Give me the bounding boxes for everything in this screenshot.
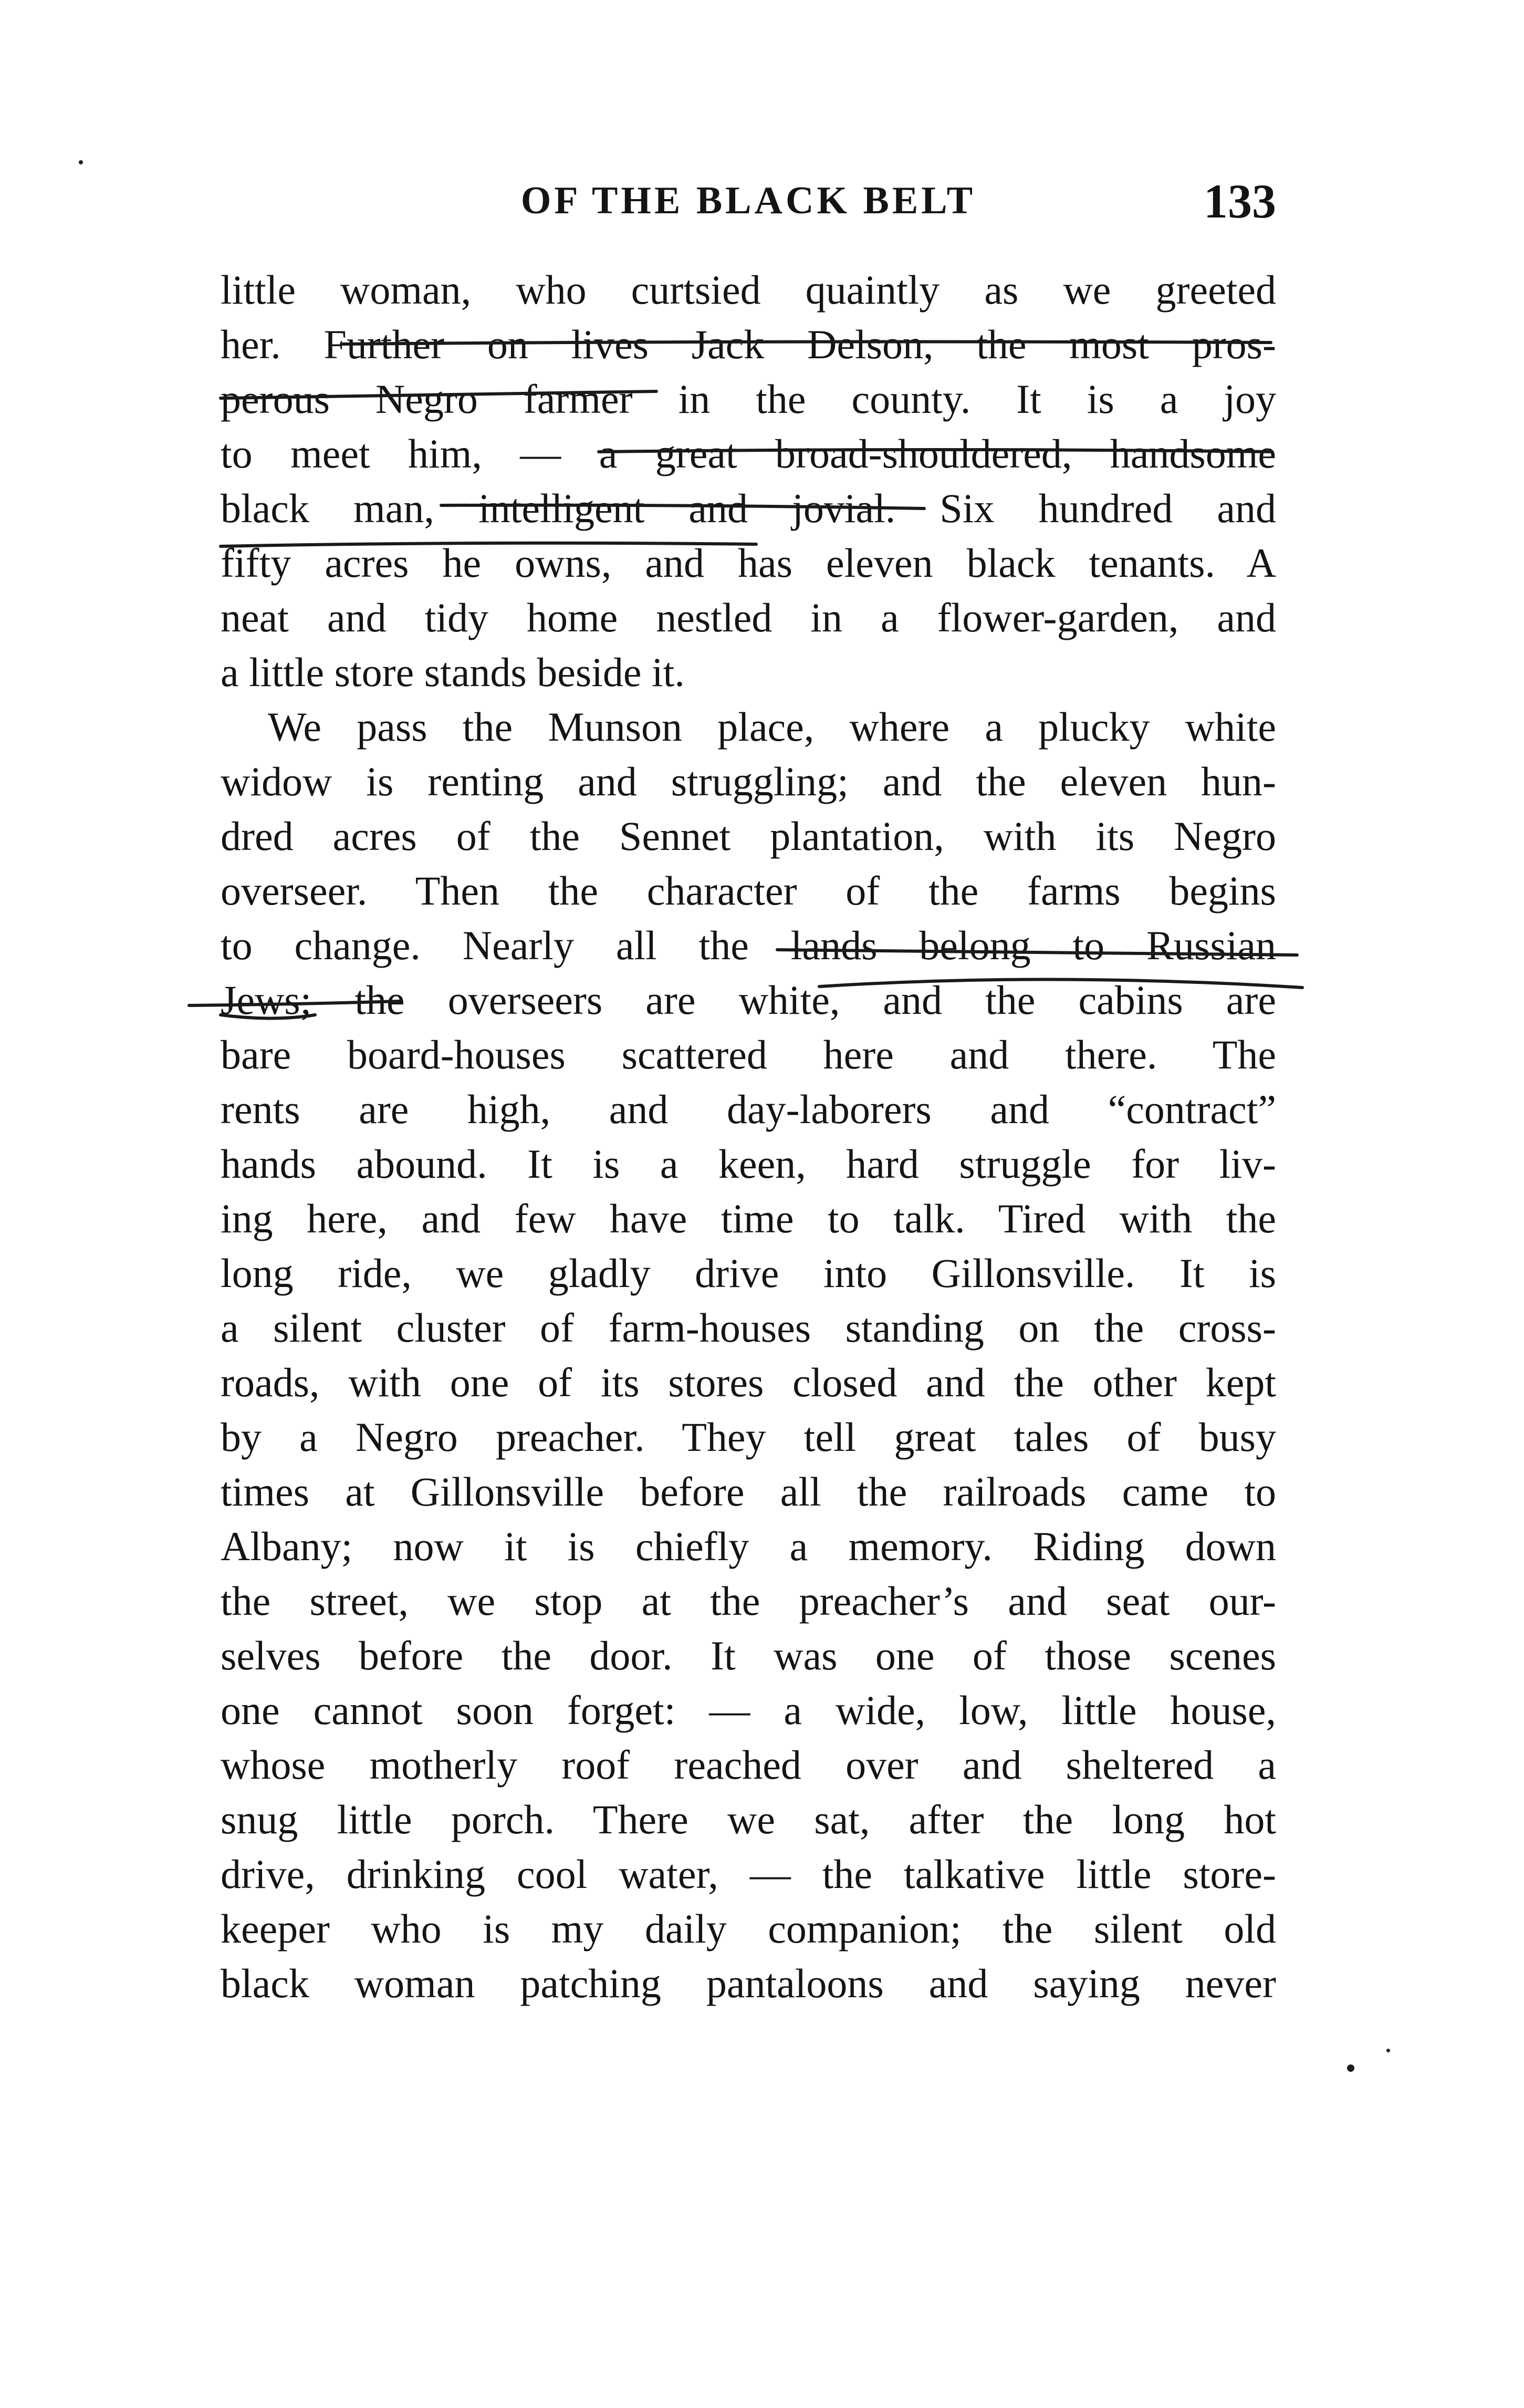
text-line: selves before the door. It was one of those scenes [221,1633,1276,1678]
text-line: one cannot soon forget: — a wide, low, little house, [221,1687,1276,1733]
text-line: fifty acres he owns, and has eleven black tenants. A [221,540,1276,586]
text-line: little woman, who curtsied quaintly as we greeted [221,267,1276,313]
text-line: neat and tidy home nestled in a flower-garden, and [221,595,1276,640]
text-line: widow is renting and struggling; and the eleven hun- [221,759,1276,804]
body-text [221,263,1276,2011]
margin-speck [79,160,83,164]
text-line: by a Negro preacher. They tell great tales of busy [221,1414,1276,1460]
text-line: snug little porch. There we sat, after the long hot [221,1797,1276,1842]
text-line: black woman patching pantaloons and saying never [221,1960,1276,2006]
text-line: keeper who is my daily companion; the silent old [221,1906,1276,1952]
margin-speck [1386,2049,1390,2052]
text-line: We pass the Munson place, where a plucky white [268,704,1276,750]
text-line: perous Negro farmer in the county. It is a joy [221,376,1276,422]
running-head: OF THE BLACK BELT [520,179,976,222]
text-line: dred acres of the Sennet plantation, with its Negro [221,813,1276,859]
paragraph [221,700,1276,2011]
text-line: a little store stands beside it. [221,649,685,695]
paragraph [221,263,1276,700]
text-line: Jews; the overseers are white, and the cabins are [221,977,1276,1023]
text-line: her. Further on lives Jack Delson, the most pros- [221,321,1276,367]
text-line: a silent cluster of farm-houses standing on the cross- [221,1305,1276,1351]
text-line: whose motherly roof reached over and sheltered a [221,1742,1276,1788]
text-line: overseer. Then the character of the farms begins [221,868,1276,914]
text-line: ing here, and few have time to talk. Tired with the [221,1196,1276,1241]
text-line: hands abound. It is a keen, hard struggle for liv- [221,1141,1276,1187]
text-line: to meet him, — a great broad-shouldered, handsome [221,431,1276,476]
text-line: drive, drinking cool water, — the talkative little store- [221,1851,1276,1897]
text-line: times at Gillonsville before all the railroads came to [221,1469,1276,1514]
text-line: Albany; now it is chiefly a memory. Riding down [221,1523,1276,1569]
page-number: 133 [1204,174,1276,228]
text-line: black man, intelligent and jovial. Six hundred and [221,485,1276,531]
text-line: bare board-houses scattered here and there. The [221,1032,1276,1077]
text-line: long ride, we gladly drive into Gillonsville. It is [221,1250,1276,1296]
page-header [221,173,1276,242]
margin-speck [1347,2064,1354,2072]
text-line: the street, we stop at the preacher’s and seat our- [221,1578,1276,1624]
text-line: roads, with one of its stores closed and the other kept [221,1359,1276,1405]
text-line: rents are high, and day-laborers and “contract” [221,1086,1276,1132]
text-line: to change. Nearly all the lands belong to Russian [221,922,1276,968]
